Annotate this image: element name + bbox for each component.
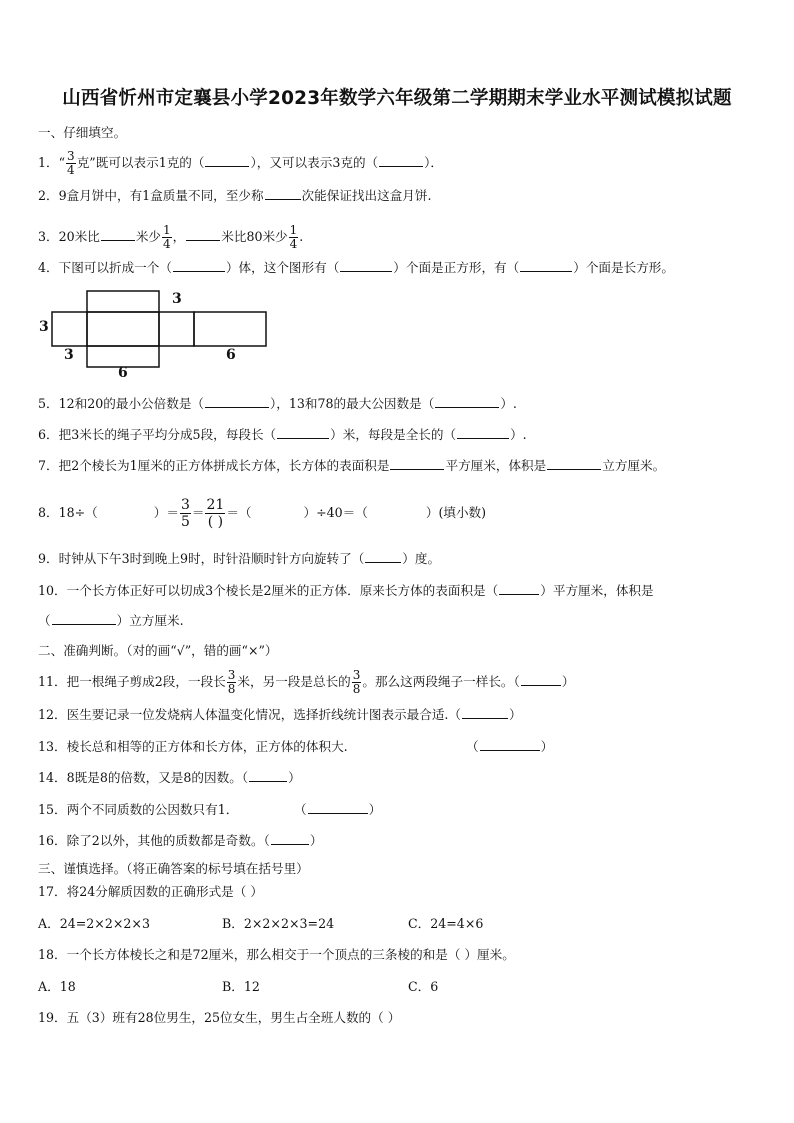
q5-blank-1[interactable] <box>205 396 269 408</box>
question-15-answer <box>294 802 381 818</box>
q3-blank-1[interactable] <box>101 229 135 241</box>
q4-blank-3[interactable] <box>520 260 572 272</box>
q5-text: 5．12和20的最小公倍数是（ <box>38 396 205 411</box>
question-14 <box>38 770 301 786</box>
q5-text-2: ），13和78的最大公因数是（ <box>270 396 435 411</box>
q3-blank-2[interactable] <box>186 229 220 241</box>
q1-fraction: $\frac{3}{4}$ <box>67 149 75 177</box>
q16-blank[interactable] <box>271 833 309 845</box>
q8-text-6: ）(填小数) <box>425 505 487 520</box>
question-6 <box>38 427 527 443</box>
net-back-face <box>194 312 266 346</box>
q3-text: 3．20米比 <box>38 229 100 244</box>
q9-text-2: ）度。 <box>402 551 441 566</box>
question-10 <box>38 583 654 599</box>
q5-blank-2[interactable] <box>435 396 499 408</box>
q7-blank-1[interactable] <box>390 458 444 470</box>
q2-text-2: 次能保证找出这盒月饼. <box>301 188 432 203</box>
net-top-face <box>87 291 159 312</box>
q2-blank[interactable] <box>265 188 301 200</box>
question-19: 19．五（3）班有28位男生，25位女生，男生占全班人数的（ ） <box>38 1010 401 1025</box>
q11-blank[interactable] <box>521 674 561 686</box>
net-label-top: 3 <box>172 291 182 307</box>
question-5 <box>38 396 517 412</box>
q16-text: 16．除了2以外，其他的质数都是奇数。（ <box>38 833 270 848</box>
q18-option-a[interactable]: A．18 <box>38 979 76 994</box>
net-bottom-face <box>87 346 159 367</box>
question-8 <box>38 495 486 531</box>
cuboid-net-svg <box>38 288 278 380</box>
question-4 <box>38 260 674 276</box>
question-1 <box>38 150 443 177</box>
q10-blank-1[interactable] <box>499 583 539 595</box>
q18-option-c[interactable]: C．6 <box>408 979 439 994</box>
q11-text-2: 米，另一段是总长的 <box>237 674 351 689</box>
q5-text-3: ）. <box>500 396 517 411</box>
q7-text-2: 平方厘米，体积是 <box>445 458 547 473</box>
q11-text-4: ） <box>561 674 575 689</box>
q3-fraction-2: $\frac{1}{4}$ <box>289 223 298 251</box>
q1-text: 1．“ <box>38 155 66 170</box>
q8-text-3: ＝ <box>191 505 205 520</box>
question-16 <box>38 833 322 849</box>
q17-option-b[interactable]: B．2×2×2×3=24 <box>222 916 335 931</box>
q8-fraction-1: $\frac{3}{5}$ <box>180 497 190 530</box>
q7-text: 7．把2个棱长为1厘米的正方体拼成长方体，长方体的表面积是 <box>38 458 390 473</box>
question-3 <box>38 224 303 251</box>
q7-blank-2[interactable] <box>547 458 601 470</box>
q4-text-2: ）体，这个图形有（ <box>225 260 340 275</box>
q14-blank[interactable] <box>249 770 287 782</box>
q12-text-2: ） <box>509 707 522 722</box>
q10-text: 10．一个长方体正好可以切成3个棱长是2厘米的正方体．原来长方体的表面积是（ <box>38 583 499 598</box>
q1-text-2: 克”既可以表示1克的（ <box>76 155 205 170</box>
q11-fraction-2: $\frac{3}{8}$ <box>352 668 361 696</box>
net-label-left-bottom: 3 <box>64 347 74 363</box>
q9-blank[interactable] <box>365 551 401 563</box>
q11-text: 11．把一根绳子剪成2段，一段长 <box>38 674 226 689</box>
question-10-line-2 <box>38 613 184 629</box>
q1-blank-2[interactable] <box>379 155 423 167</box>
question-18: 18．一个长方体棱长之和是72厘米，那么相交于一个顶点的三条棱的和是（ ）厘米。 <box>38 947 515 962</box>
q4-text-4: ）个面是长方形。 <box>573 260 674 275</box>
q11-fraction-1: $\frac{3}{8}$ <box>227 668 236 696</box>
q18-option-b[interactable]: B．12 <box>222 979 260 994</box>
q8-text-4: ＝（ <box>226 505 252 520</box>
question-12 <box>38 707 522 723</box>
q15-bracket-close: ） <box>368 802 382 817</box>
q3-text-4: . <box>299 229 304 244</box>
q2-text: 2．9盒月饼中，有1盒质量不同，至少称 <box>38 188 264 203</box>
q10-text-2: ）平方厘米，体积是 <box>540 583 654 598</box>
net-label-right-bottom: 6 <box>226 347 236 363</box>
q4-blank-1[interactable] <box>173 260 225 272</box>
q8-fraction-2: $\frac{21}{( )}$ <box>206 497 225 530</box>
q3-text-2: 米少 <box>135 229 162 244</box>
question-13-answer <box>466 739 553 755</box>
q17-option-c[interactable]: C．24=4×6 <box>408 916 484 931</box>
q14-text-2: ） <box>288 770 301 785</box>
section-1-heading: 一、仔细填空。 <box>38 125 127 140</box>
section-3-heading: 三、谨慎选择。（将正确答案的标号填在括号里） <box>38 861 309 876</box>
q6-blank-1[interactable] <box>277 427 329 439</box>
q14-text: 14．8既是8的倍数，又是8的因数。（ <box>38 770 249 785</box>
q8-text-5: ）÷40＝（ <box>303 505 368 520</box>
q12-blank[interactable] <box>462 707 508 719</box>
page-title: 山西省忻州市定襄县小学2023年数学六年级第二学期期末学业水平测试模拟试题 <box>62 88 732 109</box>
q4-blank-2[interactable] <box>340 260 392 272</box>
q1-text-3: ），又可以表示3克的（ <box>250 155 379 170</box>
question-9 <box>38 551 440 567</box>
q3-text-3: 米比80米少 <box>221 229 288 244</box>
q6-text-3: ）. <box>510 427 527 442</box>
net-label-left: 3 <box>39 319 49 335</box>
cuboid-net-diagram <box>38 288 278 380</box>
q1-text-4: ）． <box>424 155 444 170</box>
q11-text-3: 。那么这两段绳子一样长。（ <box>362 674 520 689</box>
net-front-face <box>87 312 159 346</box>
question-13 <box>38 739 348 755</box>
q4-text-3: ）个面是正方形，有（ <box>393 260 520 275</box>
q6-blank-2[interactable] <box>457 427 509 439</box>
q10-text-4: ）立方厘米. <box>116 613 184 628</box>
q15-blank[interactable] <box>308 802 368 814</box>
q8-text-2: ）＝ <box>153 505 179 520</box>
q4-text: 4．下图可以折成一个（ <box>38 260 172 275</box>
q8-text: 8．18÷（ <box>38 505 98 520</box>
net-left-face <box>52 312 87 346</box>
question-2 <box>38 188 432 204</box>
q7-text-3: 立方厘米。 <box>602 458 666 473</box>
question-15 <box>38 802 238 818</box>
net-label-bottom: 6 <box>118 365 128 381</box>
q9-text: 9．时钟从下午3时到晚上9时，时针沿顺时针方向旋转了（ <box>38 551 365 566</box>
section-2-heading: 二、准确判断。（对的画“√”，错的画“×”） <box>38 643 278 658</box>
q3-comma: ， <box>172 229 186 244</box>
q10-text-3: （ <box>38 613 51 628</box>
q6-text-2: ）米，每段是全长的（ <box>330 427 457 442</box>
q16-text-2: ） <box>309 833 323 848</box>
q15-text: 15．两个不同质数的公因数只有1． <box>38 802 239 817</box>
q6-text: 6．把3米长的绳子平均分成5段，每段长（ <box>38 427 277 442</box>
q12-text: 12．医生要记录一位发烧病人体温变化情况，选择折线统计图表示最合适.（ <box>38 707 462 722</box>
q10-blank-2[interactable] <box>52 613 116 625</box>
q13-text: 13．棱长总和相等的正方体和长方体，正方体的体积大. <box>38 739 348 754</box>
q13-bracket: （ <box>466 739 479 754</box>
q13-blank[interactable] <box>480 739 540 751</box>
question-11 <box>38 669 574 696</box>
q3-fraction-1: $\frac{1}{4}$ <box>163 223 171 251</box>
net-right-face <box>159 312 194 346</box>
q15-bracket: （ <box>294 802 307 817</box>
q1-blank-1[interactable] <box>205 155 249 167</box>
question-7 <box>38 458 665 474</box>
q13-bracket-close: ） <box>540 739 554 754</box>
q17-option-a[interactable]: A．24=2×2×2×3 <box>38 916 150 931</box>
question-17: 17．将24分解质因数的正确形式是（ ） <box>38 884 263 899</box>
